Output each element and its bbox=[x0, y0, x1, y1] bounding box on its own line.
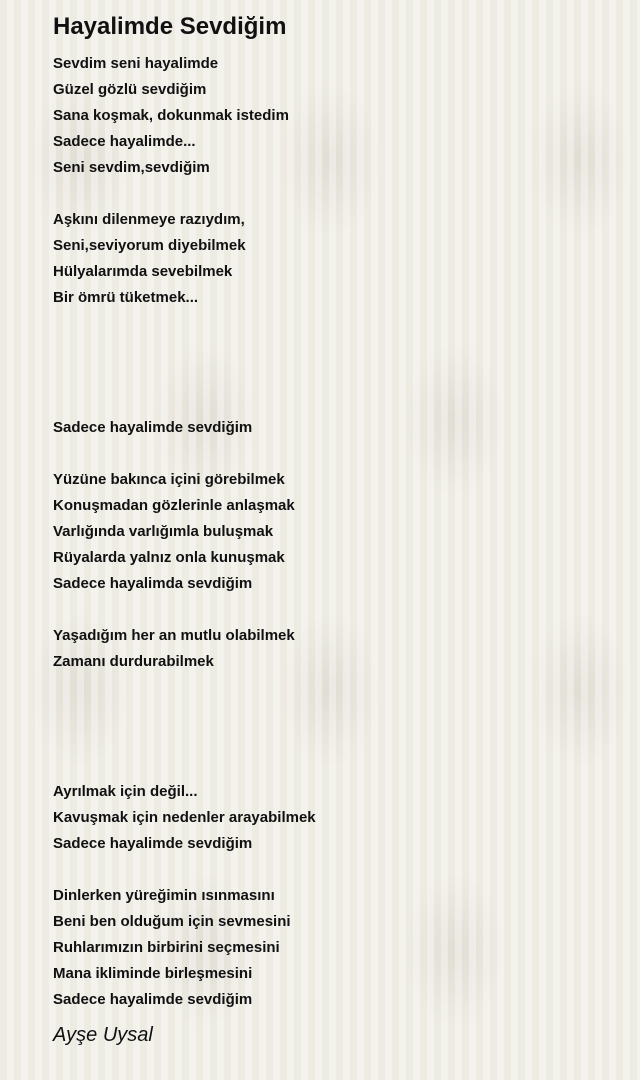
poem-line: Zamanı durdurabilmek bbox=[53, 653, 214, 670]
poem-line: Hülyalarımda sevebilmek bbox=[53, 263, 233, 280]
poem-line: Rüyalarda yalnız onla kunuşmak bbox=[53, 549, 285, 566]
poem-line: Sadece hayalimde sevdiğim bbox=[53, 991, 253, 1008]
poem-line: Sana koşmak, dokunmak istedim bbox=[53, 107, 289, 124]
stanza-gap bbox=[53, 441, 613, 467]
poem-line: Seni sevdim,sevdiğim bbox=[53, 159, 210, 176]
stanza-gap bbox=[53, 727, 613, 753]
poem-line: Kavuşmak için nedenler arayabilmek bbox=[53, 809, 316, 826]
poem-line: Konuşmadan gözlerinle anlaşmak bbox=[53, 497, 295, 514]
stanza-gap bbox=[53, 857, 613, 883]
poem-line: Yaşadığım her an mutlu olabilmek bbox=[53, 627, 295, 644]
stanza-gap bbox=[53, 311, 613, 337]
stanza-gap bbox=[53, 389, 613, 415]
poem-line: Güzel gözlü sevdiğim bbox=[53, 81, 207, 98]
poem-page bbox=[53, 10, 613, 1049]
poem-line: Seni,seviyorum diyebilmek bbox=[53, 237, 246, 254]
stanza-gap bbox=[53, 597, 613, 623]
stanza-gap bbox=[53, 363, 613, 389]
poem-line: Yüzüne bakınca içini görebilmek bbox=[53, 471, 285, 488]
poem-line: Bir ömrü tüketmek... bbox=[53, 289, 199, 306]
poem-line: Sadece hayalimda sevdiğim bbox=[53, 575, 253, 592]
poem-line: Aşkını dilenmeye razıydım, bbox=[53, 211, 245, 228]
poem-line: Sadece hayalimde... bbox=[53, 133, 196, 150]
stanza-gap bbox=[53, 181, 613, 207]
poem-line: Sadece hayalimde sevdiğim bbox=[53, 835, 253, 852]
poem-line: Dinlerken yüreğimin ısınmasını bbox=[53, 887, 275, 904]
poem-line: Ayrılmak için değil... bbox=[53, 783, 198, 800]
stanza-gap bbox=[53, 675, 613, 701]
stanza-gap bbox=[53, 337, 613, 363]
poem-author: Ayşe Uysal bbox=[53, 1024, 153, 1046]
poem-line: Mana ikliminde birleşmesini bbox=[53, 965, 253, 982]
stanza-gap bbox=[53, 701, 613, 727]
poem-title: Hayalimde Sevdiğim bbox=[53, 13, 287, 40]
poem-line: Sevdim seni hayalimde bbox=[53, 55, 219, 72]
poem-body bbox=[53, 51, 613, 1013]
poem-line: Beni ben olduğum için sevmesini bbox=[53, 913, 291, 930]
poem-line: Varlığında varlığımla buluşmak bbox=[53, 523, 274, 540]
poem-line: Sadece hayalimde sevdiğim bbox=[53, 419, 253, 436]
stanza-gap bbox=[53, 753, 613, 779]
poem-line: Ruhlarımızın birbirini seçmesini bbox=[53, 939, 280, 956]
